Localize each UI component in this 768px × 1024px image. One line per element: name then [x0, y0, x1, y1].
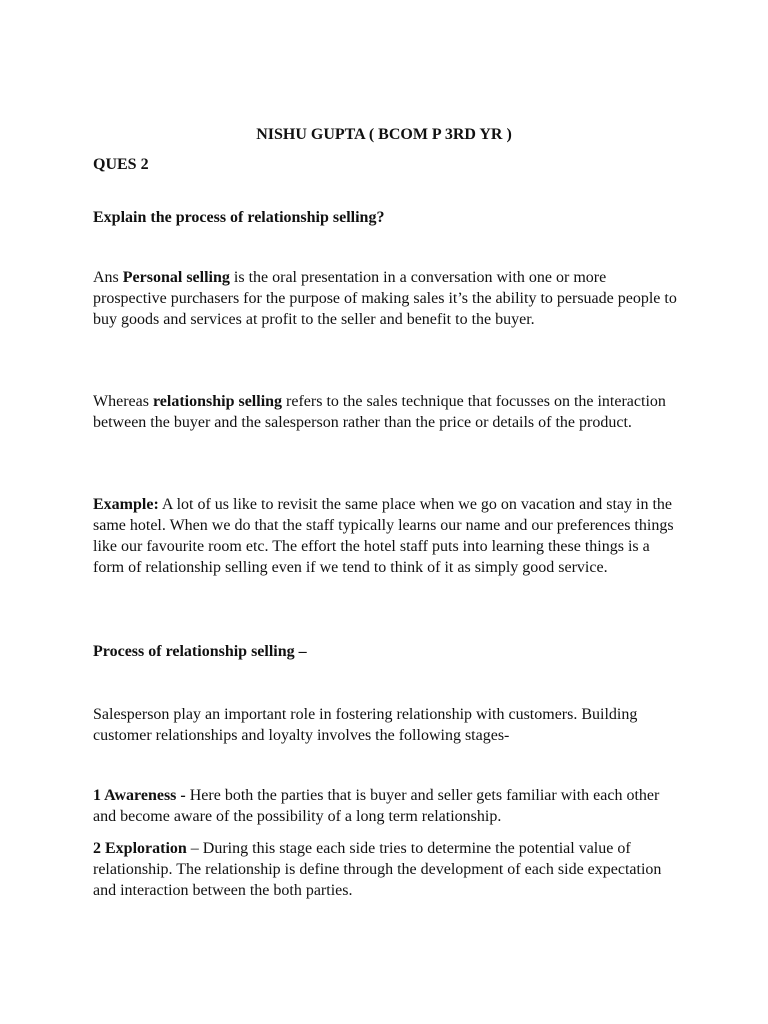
example-paragraph [93, 494, 683, 578]
term-relationship-selling: relationship selling [152, 393, 283, 410]
process-intro: Salesperson play an important role in fostering relationship with customers. Building customer relationships and loyalty involves the following stages- [93, 706, 638, 744]
stage-label: 1 Awareness - [93, 787, 186, 804]
answer-prefix: Ans [93, 269, 123, 286]
paragraph-prefix: Whereas [93, 393, 153, 410]
answer-paragraph-relationship-selling [93, 391, 683, 433]
example-label: Example: [93, 496, 159, 513]
stage-label: 2 Exploration [93, 840, 187, 857]
stage-text: Here both the parties that is buyer and seller gets familiar with each other and become aware of the possibility of a long term relationship. [93, 787, 660, 825]
question-text: Explain the process of relationship selling? [93, 209, 385, 226]
stage-exploration [93, 838, 683, 901]
process-heading: Process of relationship selling – [93, 643, 307, 660]
example-text: A lot of us like to revisit the same place when we go on vacation and stay in the same hotel. When we do that the staff typically learns our name and our preferences things like our favourite room etc. The effort the hotel staff puts into learning these things is a form of relationship selling even if we tend to think of it as simply good service. [93, 496, 674, 576]
stage-awareness [93, 785, 683, 827]
paragraph-text: refers to the sales technique that focusses on the interaction between the buyer and the salesperson rather than the price or details of the product. [93, 393, 666, 431]
term-personal-selling: Personal selling [122, 269, 230, 286]
stage-text: – During this stage each side tries to determine the potential value of relationship. The relationship is define through the development of each side expectation and interaction between the both parties. [93, 840, 662, 899]
answer-paragraph-text: is the oral presentation in a conversation with one or more prospective purchasers for the purpose of making sales it’s the ability to persuade people to buy goods and services at profit to the seller and benefit to the buyer. [93, 269, 677, 328]
question-number: QUES 2 [93, 156, 149, 173]
answer-paragraph-personal-selling [93, 267, 683, 330]
author-title: NISHU GUPTA ( BCOM P 3RD YR ) [256, 126, 512, 143]
